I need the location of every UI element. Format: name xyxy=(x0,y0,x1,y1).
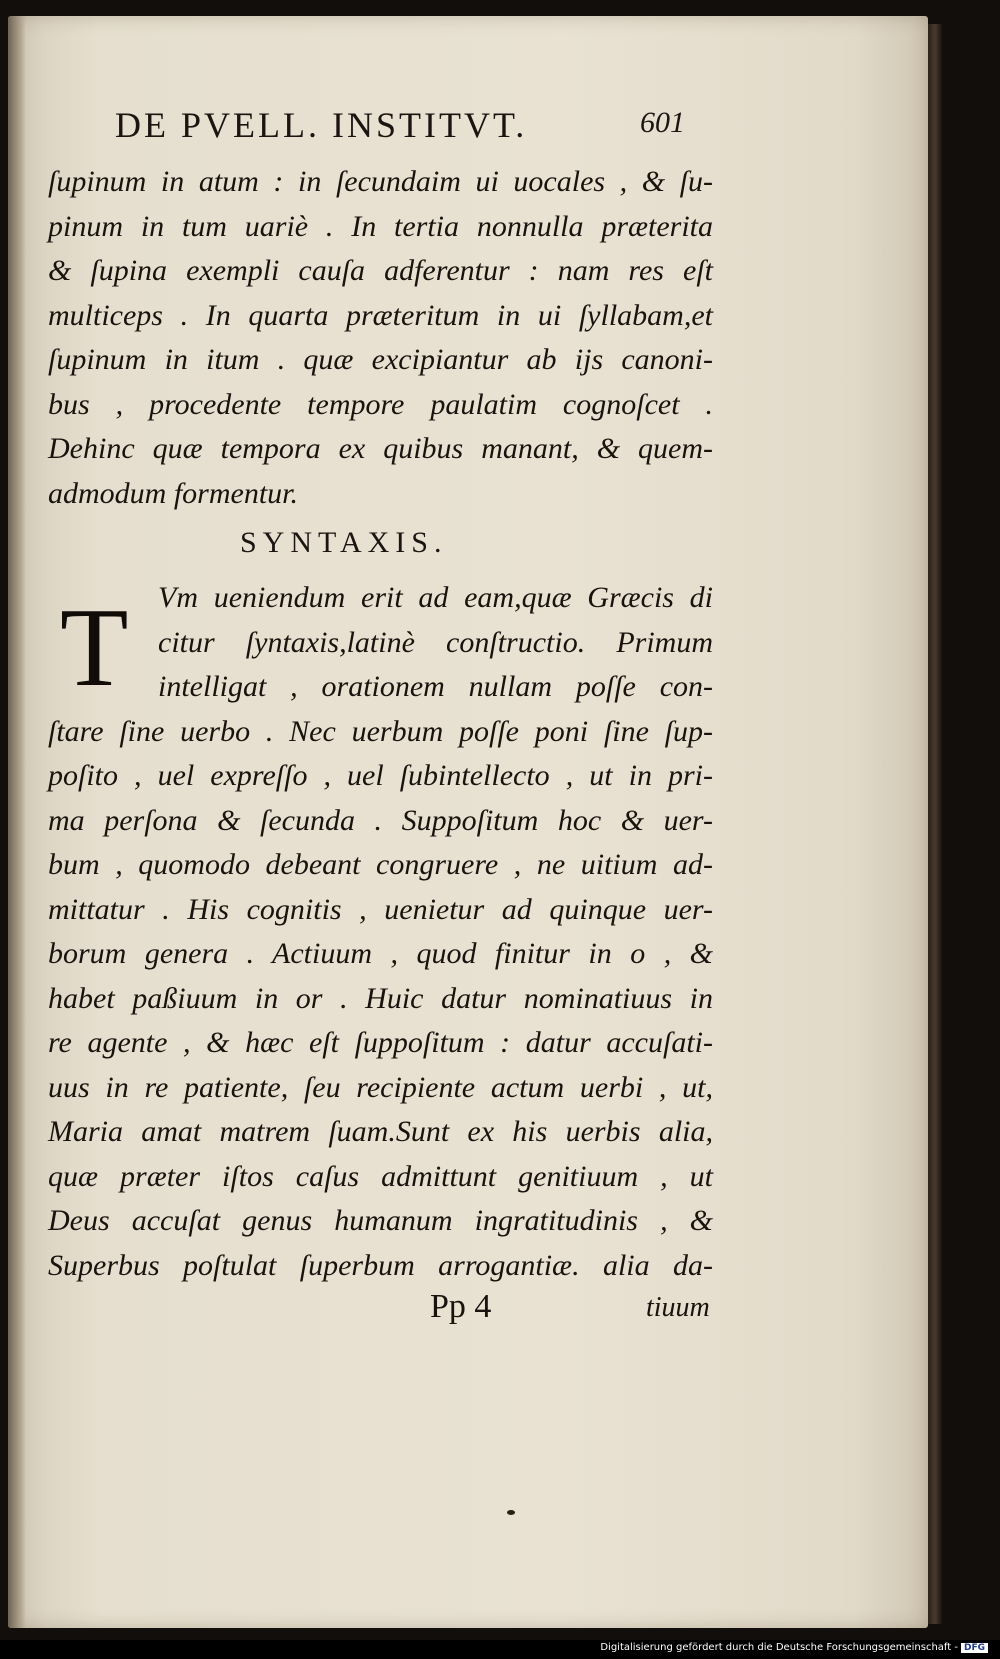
text-line: habet paßiuum in or . Huic datur nominatiuus in xyxy=(48,981,713,1015)
page-number: 601 xyxy=(640,106,685,139)
text-line: bum , quomodo debeant congruere , ne uitium ad- xyxy=(48,848,713,881)
text-line: quæ præter iſtos caſus admittunt genitiuum , ut xyxy=(48,1159,713,1193)
text-line: Superbus poſtulat ſuperbum arrogantiæ. alia da- xyxy=(48,1248,713,1282)
drop-cap: T xyxy=(60,586,129,710)
dfg-logo-icon: DFG xyxy=(961,1643,988,1653)
text-line: uus in re patiente, ſeu recipiente actum uerbi , ut, xyxy=(48,1070,713,1104)
text-line: Maria amat matrem ſuam.Sunt ex his uerbis alia, xyxy=(48,1115,713,1148)
page-edge-shadow xyxy=(928,24,942,1624)
text-line: citur ſyntaxis,latinè conſtructio. Primum xyxy=(158,625,713,659)
running-head: DE PVELL. INSTITVT. xyxy=(115,105,528,145)
text-line: bus , procedente tempore paulatim cognoſcet . xyxy=(48,387,713,421)
text-line: & ſupina exempli cauſa adferentur : nam res eſt xyxy=(48,254,713,287)
text-line: ſupinum in atum : in ſecundaim ui uocales , & ſu- xyxy=(48,165,713,198)
text-line: ſupinum in itum . quæ excipiantur ab ijs canoni- xyxy=(48,343,713,376)
section-heading: SYNTAXIS. xyxy=(240,526,448,559)
catchword: tiuum xyxy=(646,1292,710,1323)
text-line: re agente , & hæc eſt ſuppoſitum : datur accuſati- xyxy=(48,1026,713,1059)
paragraph-1 xyxy=(48,160,713,516)
text-line: mittatur . His cognitis , uenietur ad quinque uer- xyxy=(48,892,713,926)
text-line: Vm ueniendum erit ad eam,quæ Græcis di xyxy=(158,581,713,614)
text-line: Deus accuſat genus humanum ingratitudinis , & xyxy=(48,1204,713,1237)
text-line: intelligat , orationem nullam poſſe con- xyxy=(158,670,713,703)
text-line: multiceps . In quarta præteritum in ui ſyllabam,et xyxy=(48,298,713,332)
text-line: borum genera . Actiuum , quod finitur in o , & xyxy=(48,937,713,970)
text-line: admodum formentur. xyxy=(48,476,299,510)
page-gutter xyxy=(8,16,26,1628)
signature-mark: Pp 4 xyxy=(430,1288,492,1325)
ink-speck xyxy=(507,1510,515,1515)
text-line: poſito , uel expreſſo , uel ſubintellecto , ut in pri- xyxy=(48,759,713,792)
text-line: ma perſona & ſecunda . Suppoſitum hoc & uer- xyxy=(48,803,713,837)
paragraph-2 xyxy=(48,576,713,1288)
text-line: pinum in tum uariè . In tertia nonnulla præterita xyxy=(48,209,713,243)
footer-credit-text: Digitalisierung gefördert durch die Deutsche Forschungsgemeinschaft - xyxy=(600,1642,958,1653)
text-line: Dehinc quæ tempora ex quibus manant, & quem- xyxy=(48,432,713,465)
text-line: ſtare ſine uerbo . Nec uerbum poſſe poni ſine ſup- xyxy=(48,714,713,748)
footer-credit xyxy=(600,1642,988,1653)
